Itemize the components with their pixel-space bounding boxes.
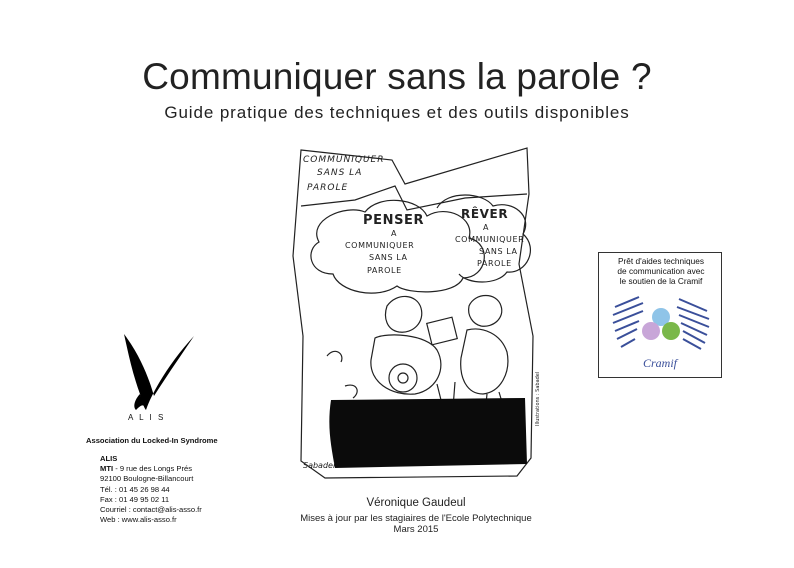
- author-name: Véronique Gaudeul: [366, 497, 466, 509]
- cramif-logo: [609, 293, 713, 380]
- email-line: Courriel : contact@alis-asso.fr: [100, 505, 202, 515]
- alis-logo-text: A L I S: [128, 413, 166, 422]
- cramif-sponsor-box: [598, 252, 722, 378]
- rever-line-2: A: [483, 223, 490, 232]
- alis-contact-block: [100, 454, 202, 525]
- document-title: Communiquer sans la parole ?: [142, 56, 652, 97]
- illustrator-signature: Sabadel: [303, 461, 336, 470]
- cartoon-caption-line-1: COMMUNIQUER: [303, 155, 385, 165]
- org-prefix: MTI: [100, 464, 114, 474]
- penser-line-3: COMMUNIQUER: [345, 241, 415, 250]
- penser-line-4: SANS LA: [369, 253, 408, 262]
- rever-line-4: SANS LA: [479, 247, 518, 256]
- penser-line-5: PAROLE: [367, 266, 402, 275]
- penser-line-2: A: [391, 229, 398, 238]
- cramif-line-1: Prêt d'aides techniques: [618, 256, 704, 266]
- cramif-line-2: de communication avec: [617, 266, 705, 276]
- cartoon-caption-line-2: SANS LA: [317, 168, 363, 178]
- update-note: Mises à jour par les stagiaires de l'Ecole Polytechnique: [300, 513, 532, 524]
- rever-line-3: COMMUNIQUER: [455, 235, 525, 244]
- cramif-line-3: le soutien de la Cramif: [619, 276, 703, 286]
- alis-logo: [118, 332, 198, 429]
- street-address: - 9 rue des Longs Prés: [113, 464, 193, 474]
- cramif-logo-text: Cramif: [643, 356, 678, 370]
- alis-short-name: ALIS: [100, 454, 118, 463]
- cartoon-illustration: [287, 146, 543, 484]
- fax-line: Fax : 01 49 95 02 11: [100, 494, 170, 504]
- web-line: Web : www.alis-asso.fr: [100, 515, 177, 525]
- document-subtitle: Guide pratique des techniques et des outils disponibles: [164, 103, 630, 122]
- rever-line-5: PAROLE: [477, 259, 512, 268]
- city-line: 92100 Boulogne-Billancourt: [100, 474, 194, 484]
- penser-word: PENSER: [363, 213, 425, 228]
- phone-line: Tél. : 01 45 26 98 44: [100, 484, 170, 494]
- illustration-credit-note: Illustrations : Sabadel: [535, 371, 541, 426]
- cramif-statement: [599, 256, 723, 286]
- publication-date: Mars 2015: [393, 524, 439, 535]
- cartoon-caption-line-3: PAROLE: [307, 183, 349, 193]
- rever-word: RÊVER: [461, 207, 509, 221]
- association-full-name: Association du Locked-In Syndrome: [86, 436, 218, 445]
